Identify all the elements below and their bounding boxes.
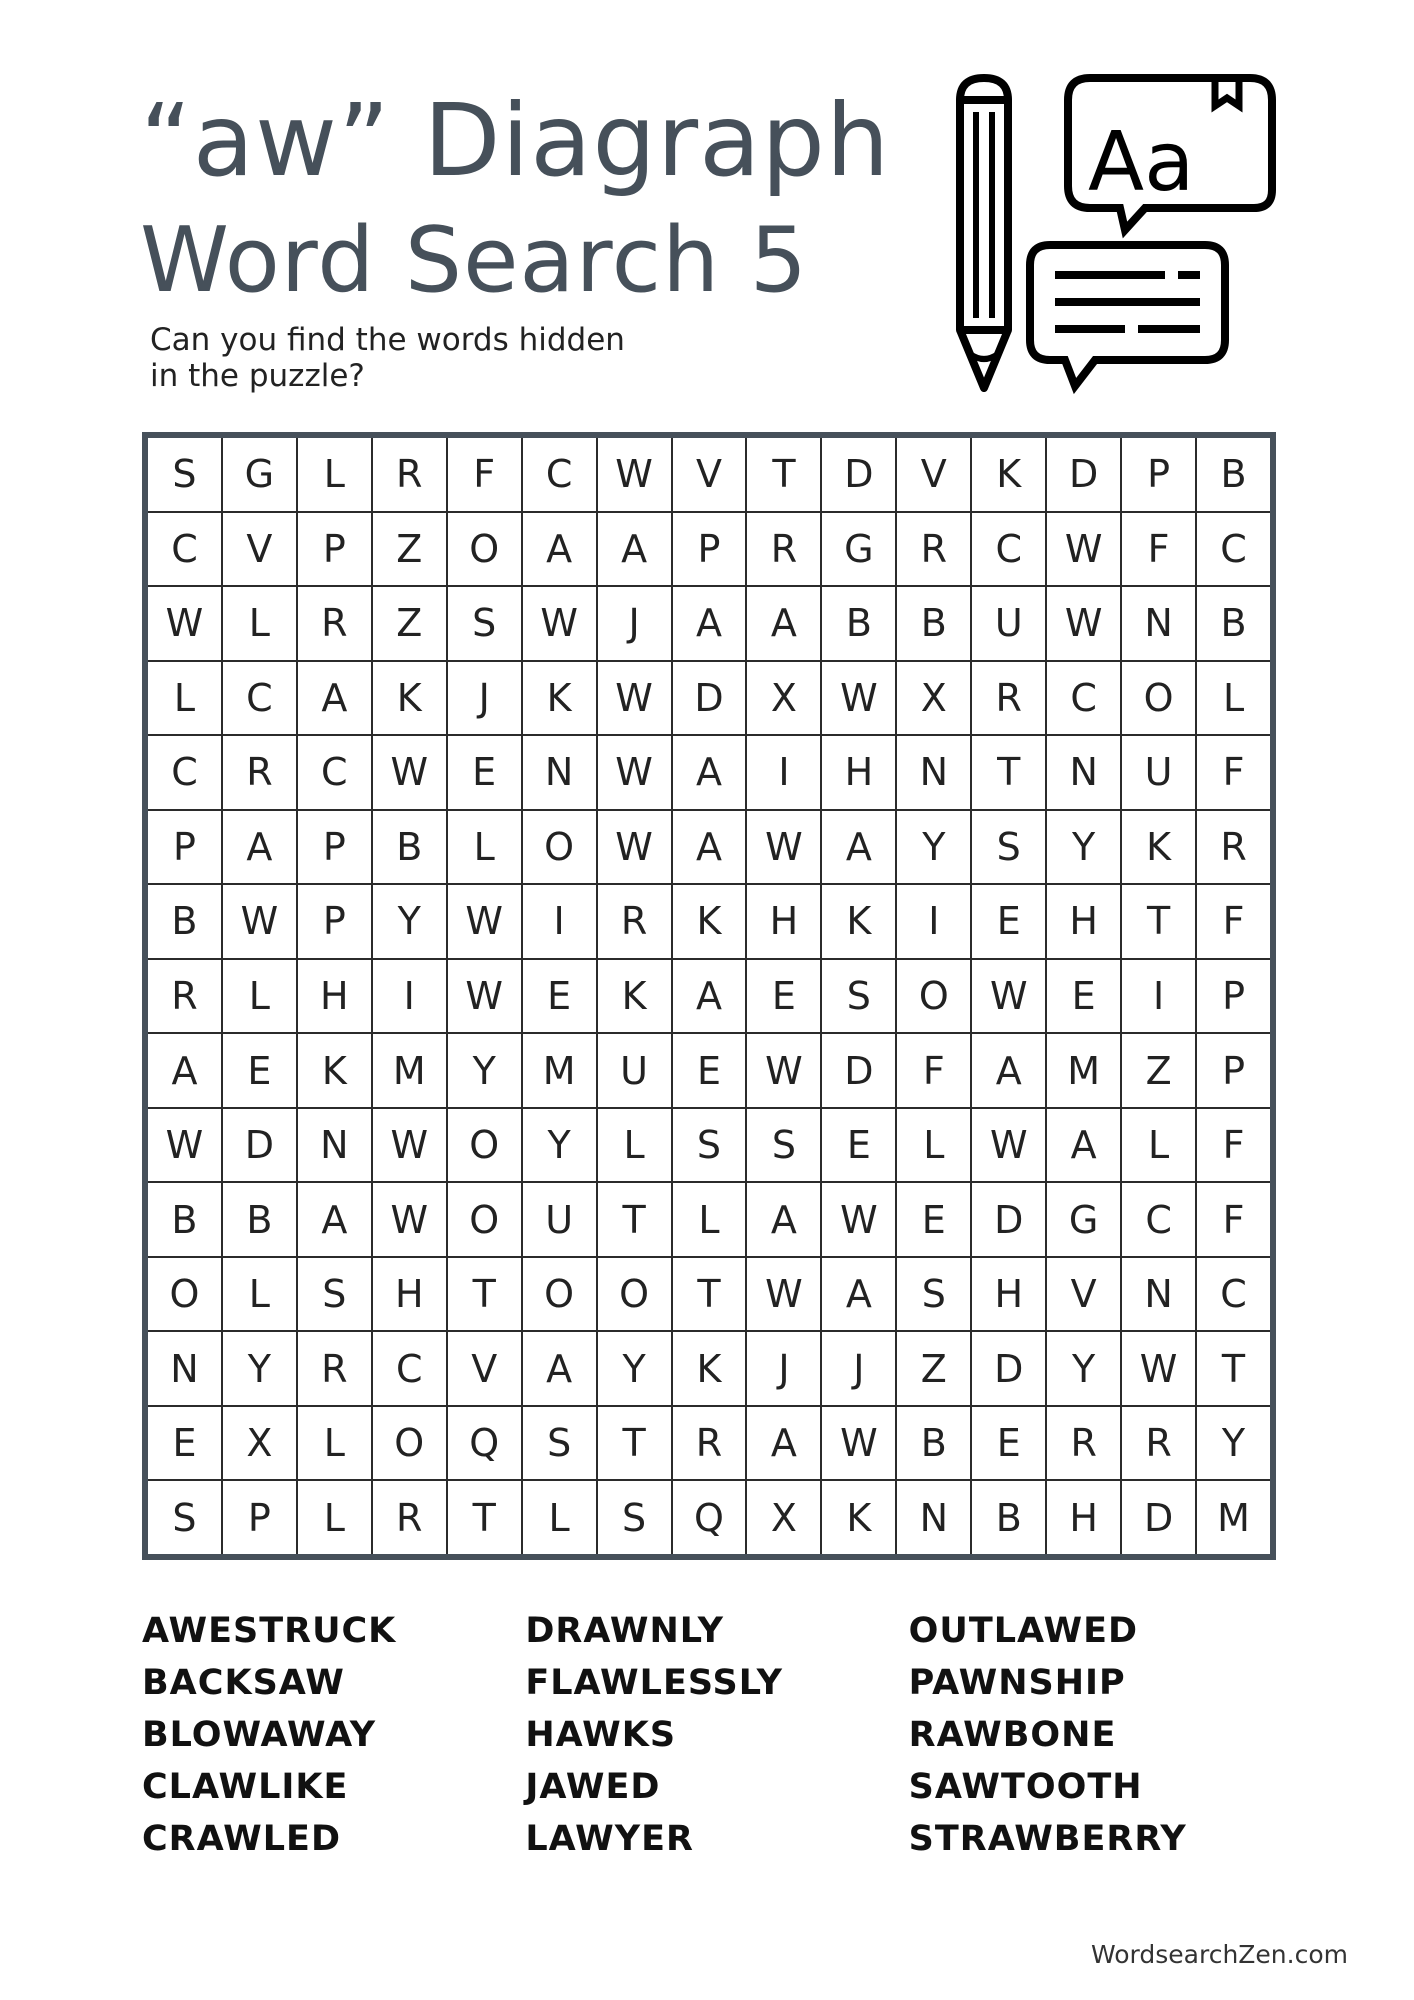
grid-cell: L — [298, 1481, 371, 1554]
grid-cell: G — [1047, 1183, 1120, 1256]
word-item: STRAWBERRY — [908, 1819, 1187, 1859]
grid-cell: C — [148, 513, 221, 586]
grid-cell: X — [747, 1481, 820, 1554]
grid-cell: R — [673, 1407, 746, 1480]
grid-cell: I — [747, 736, 820, 809]
grid-cell: A — [523, 1332, 596, 1405]
grid-cell: H — [822, 736, 895, 809]
grid-cell: S — [747, 1109, 820, 1182]
grid-cell: A — [747, 587, 820, 660]
grid-cell: O — [448, 1183, 521, 1256]
grid-cell: W — [598, 662, 671, 735]
dictionary-icon — [1068, 78, 1272, 230]
grid-cell: L — [148, 662, 221, 735]
word-item: BACKSAW — [142, 1663, 345, 1703]
header-icons — [950, 70, 1290, 400]
grid-cell: A — [673, 587, 746, 660]
grid-cell: F — [897, 1034, 970, 1107]
word-item: FLAWLESSLY — [525, 1663, 783, 1703]
grid-cell: V — [673, 438, 746, 511]
grid-cell: H — [1047, 1481, 1120, 1554]
grid-cell: D — [972, 1183, 1045, 1256]
grid-cell: V — [448, 1332, 521, 1405]
grid-cell: A — [822, 1258, 895, 1331]
grid-cell: D — [1047, 438, 1120, 511]
grid-cell: S — [972, 811, 1045, 884]
grid-cell: L — [1122, 1109, 1195, 1182]
grid-cell: A — [223, 811, 296, 884]
grid-cell: S — [598, 1481, 671, 1554]
word-item: BLOWAWAY — [142, 1715, 377, 1755]
grid-cell: Z — [897, 1332, 970, 1405]
grid-cell: L — [523, 1481, 596, 1554]
grid-cell: X — [747, 662, 820, 735]
grid-cell: E — [1047, 960, 1120, 1033]
grid-cell: W — [1122, 1332, 1195, 1405]
grid-cell: P — [1197, 1034, 1270, 1107]
grid-cell: O — [598, 1258, 671, 1331]
grid-cell: T — [673, 1258, 746, 1331]
grid-cell: W — [1047, 513, 1120, 586]
grid-cell: G — [223, 438, 296, 511]
word-column-2 — [525, 1605, 908, 1865]
grid-cell: D — [223, 1109, 296, 1182]
grid-cell: E — [448, 736, 521, 809]
grid-cell: T — [1122, 885, 1195, 958]
grid-cell: W — [448, 885, 521, 958]
word-list — [142, 1605, 1292, 1865]
grid-cell: E — [822, 1109, 895, 1182]
grid-cell: L — [1197, 662, 1270, 735]
grid-cell: O — [523, 1258, 596, 1331]
grid-cell: T — [448, 1481, 521, 1554]
grid-cell: Y — [897, 811, 970, 884]
grid-cell: B — [1197, 438, 1270, 511]
grid-cell: K — [972, 438, 1045, 511]
grid-cell: S — [523, 1407, 596, 1480]
grid-cell: E — [523, 960, 596, 1033]
grid-cell: Y — [373, 885, 446, 958]
grid-cell: W — [1047, 587, 1120, 660]
grid-cell: Y — [523, 1109, 596, 1182]
grid-cell: P — [148, 811, 221, 884]
grid-cell: C — [148, 736, 221, 809]
grid-cell: R — [747, 513, 820, 586]
grid-cell: R — [1197, 811, 1270, 884]
grid-cell: A — [148, 1034, 221, 1107]
grid-cell: L — [298, 438, 371, 511]
pencil-icon — [960, 78, 1008, 388]
grid-cell: W — [373, 1109, 446, 1182]
letter-grid — [148, 438, 1270, 1554]
grid-cell: B — [897, 587, 970, 660]
grid-cell: V — [1047, 1258, 1120, 1331]
grid-cell: V — [897, 438, 970, 511]
grid-cell: M — [1197, 1481, 1270, 1554]
grid-cell: Z — [373, 513, 446, 586]
grid-cell: O — [448, 513, 521, 586]
grid-cell: I — [1122, 960, 1195, 1033]
grid-cell: P — [1197, 960, 1270, 1033]
site-credit: WordsearchZen.com — [1091, 1940, 1348, 1969]
grid-cell: K — [598, 960, 671, 1033]
grid-cell: H — [1047, 885, 1120, 958]
grid-cell: O — [897, 960, 970, 1033]
grid-cell: B — [972, 1481, 1045, 1554]
grid-cell: S — [148, 1481, 221, 1554]
grid-cell: O — [373, 1407, 446, 1480]
grid-cell: L — [223, 1258, 296, 1331]
grid-cell: N — [1122, 1258, 1195, 1331]
word-item: HAWKS — [525, 1715, 677, 1755]
grid-cell: X — [897, 662, 970, 735]
grid-cell: D — [972, 1332, 1045, 1405]
grid-cell: A — [673, 960, 746, 1033]
grid-cell: M — [1047, 1034, 1120, 1107]
grid-cell: K — [373, 662, 446, 735]
grid-cell: E — [747, 960, 820, 1033]
grid-cell: E — [972, 1407, 1045, 1480]
grid-cell: W — [972, 960, 1045, 1033]
grid-cell: C — [298, 736, 371, 809]
grid-cell: N — [148, 1332, 221, 1405]
grid-cell: Q — [448, 1407, 521, 1480]
grid-cell: L — [673, 1183, 746, 1256]
grid-cell: L — [448, 811, 521, 884]
grid-cell: O — [523, 811, 596, 884]
grid-cell: W — [598, 811, 671, 884]
grid-cell: C — [223, 662, 296, 735]
grid-cell: Y — [1047, 811, 1120, 884]
grid-cell: A — [523, 513, 596, 586]
instructions — [150, 322, 710, 394]
grid-cell: S — [822, 960, 895, 1033]
grid-cell: U — [523, 1183, 596, 1256]
grid-cell: A — [673, 736, 746, 809]
word-search-grid — [142, 432, 1276, 1560]
grid-cell: W — [373, 1183, 446, 1256]
word-item: CRAWLED — [142, 1819, 342, 1859]
grid-cell: T — [598, 1183, 671, 1256]
grid-cell: W — [747, 1034, 820, 1107]
grid-cell: C — [373, 1332, 446, 1405]
grid-cell: N — [897, 1481, 970, 1554]
grid-cell: P — [298, 513, 371, 586]
grid-cell: W — [523, 587, 596, 660]
grid-cell: S — [148, 438, 221, 511]
grid-cell: P — [298, 885, 371, 958]
grid-cell: C — [1047, 662, 1120, 735]
grid-cell: K — [673, 1332, 746, 1405]
grid-cell: W — [223, 885, 296, 958]
grid-cell: B — [148, 1183, 221, 1256]
grid-cell: F — [1197, 1183, 1270, 1256]
grid-cell: J — [448, 662, 521, 735]
grid-cell: K — [822, 885, 895, 958]
grid-cell: I — [897, 885, 970, 958]
grid-cell: P — [298, 811, 371, 884]
grid-cell: Y — [598, 1332, 671, 1405]
grid-cell: M — [523, 1034, 596, 1107]
grid-cell: W — [598, 438, 671, 511]
grid-cell: Z — [1122, 1034, 1195, 1107]
grid-cell: C — [1197, 1258, 1270, 1331]
grid-cell: F — [1122, 513, 1195, 586]
grid-cell: A — [298, 1183, 371, 1256]
grid-cell: A — [747, 1407, 820, 1480]
grid-cell: L — [223, 960, 296, 1033]
title-line-1: “aw” Diagraph — [140, 82, 891, 199]
grid-cell: R — [598, 885, 671, 958]
grid-cell: R — [373, 438, 446, 511]
word-column-1 — [142, 1605, 525, 1865]
grid-cell: B — [822, 587, 895, 660]
grid-cell: E — [972, 885, 1045, 958]
grid-cell: S — [673, 1109, 746, 1182]
grid-cell: U — [598, 1034, 671, 1107]
grid-cell: W — [148, 587, 221, 660]
grid-cell: R — [298, 1332, 371, 1405]
grid-cell: R — [373, 1481, 446, 1554]
word-item: PAWNSHIP — [908, 1663, 1126, 1703]
grid-cell: F — [1197, 885, 1270, 958]
grid-cell: C — [972, 513, 1045, 586]
grid-cell: K — [673, 885, 746, 958]
grid-cell: L — [298, 1407, 371, 1480]
grid-cell: W — [747, 1258, 820, 1331]
grid-cell: P — [223, 1481, 296, 1554]
grid-cell: W — [972, 1109, 1045, 1182]
grid-cell: B — [897, 1407, 970, 1480]
grid-cell: C — [523, 438, 596, 511]
grid-cell: N — [298, 1109, 371, 1182]
grid-cell: S — [448, 587, 521, 660]
grid-cell: I — [373, 960, 446, 1033]
grid-cell: X — [223, 1407, 296, 1480]
grid-cell: V — [223, 513, 296, 586]
word-item: RAWBONE — [908, 1715, 1117, 1755]
grid-cell: W — [822, 662, 895, 735]
grid-cell: B — [148, 885, 221, 958]
grid-cell: D — [822, 1034, 895, 1107]
word-item: DRAWNLY — [525, 1611, 724, 1651]
grid-cell: B — [373, 811, 446, 884]
grid-cell: F — [1197, 736, 1270, 809]
grid-cell: Y — [1197, 1407, 1270, 1480]
grid-cell: L — [897, 1109, 970, 1182]
grid-cell: W — [822, 1183, 895, 1256]
grid-cell: W — [598, 736, 671, 809]
grid-cell: H — [373, 1258, 446, 1331]
grid-cell: C — [1197, 513, 1270, 586]
word-column-3 — [909, 1605, 1292, 1865]
grid-cell: K — [1122, 811, 1195, 884]
grid-cell: K — [822, 1481, 895, 1554]
grid-cell: M — [373, 1034, 446, 1107]
grid-cell: E — [148, 1407, 221, 1480]
grid-cell: S — [298, 1258, 371, 1331]
grid-cell: B — [223, 1183, 296, 1256]
word-item: OUTLAWED — [908, 1611, 1139, 1651]
svg-text:Aa: Aa — [1088, 115, 1195, 210]
grid-cell: N — [1122, 587, 1195, 660]
grid-cell: L — [598, 1109, 671, 1182]
grid-cell: R — [223, 736, 296, 809]
grid-cell: T — [448, 1258, 521, 1331]
grid-cell: A — [1047, 1109, 1120, 1182]
grid-cell: S — [897, 1258, 970, 1331]
grid-cell: L — [223, 587, 296, 660]
grid-cell: E — [673, 1034, 746, 1107]
grid-cell: N — [1047, 736, 1120, 809]
grid-cell: A — [298, 662, 371, 735]
grid-cell: D — [822, 438, 895, 511]
grid-cell: H — [298, 960, 371, 1033]
grid-cell: H — [747, 885, 820, 958]
grid-cell: O — [1122, 662, 1195, 735]
grid-cell: R — [1122, 1407, 1195, 1480]
grid-cell: Z — [373, 587, 446, 660]
grid-cell: F — [448, 438, 521, 511]
grid-cell: P — [673, 513, 746, 586]
grid-cell: R — [1047, 1407, 1120, 1480]
instructions-line-1: Can you find the words hidden — [150, 322, 625, 358]
grid-cell: J — [822, 1332, 895, 1405]
text-chat-icon — [1030, 245, 1225, 386]
grid-cell: W — [148, 1109, 221, 1182]
grid-cell: T — [1197, 1332, 1270, 1405]
title-line-2: Word Search 5 — [140, 208, 809, 313]
grid-cell: D — [673, 662, 746, 735]
grid-cell: K — [523, 662, 596, 735]
word-item: AWESTRUCK — [142, 1611, 397, 1651]
grid-cell: A — [673, 811, 746, 884]
grid-cell: D — [1122, 1481, 1195, 1554]
word-item: JAWED — [525, 1767, 661, 1807]
grid-cell: O — [148, 1258, 221, 1331]
grid-cell: U — [972, 587, 1045, 660]
grid-cell: P — [1122, 438, 1195, 511]
grid-cell: H — [972, 1258, 1045, 1331]
grid-cell: J — [747, 1332, 820, 1405]
grid-cell: C — [1122, 1183, 1195, 1256]
word-item: SAWTOOTH — [908, 1767, 1143, 1807]
grid-cell: A — [972, 1034, 1045, 1107]
grid-cell: Y — [223, 1332, 296, 1405]
grid-cell: Q — [673, 1481, 746, 1554]
grid-cell: R — [972, 662, 1045, 735]
grid-cell: K — [298, 1034, 371, 1107]
instructions-line-2: in the puzzle? — [150, 358, 365, 394]
grid-cell: J — [598, 587, 671, 660]
grid-cell: W — [747, 811, 820, 884]
grid-cell: Y — [1047, 1332, 1120, 1405]
grid-cell: R — [897, 513, 970, 586]
grid-cell: T — [747, 438, 820, 511]
grid-cell: A — [747, 1183, 820, 1256]
grid-cell: T — [972, 736, 1045, 809]
grid-cell: T — [598, 1407, 671, 1480]
grid-cell: N — [897, 736, 970, 809]
grid-cell: E — [897, 1183, 970, 1256]
grid-cell: A — [598, 513, 671, 586]
word-item: LAWYER — [525, 1819, 694, 1859]
grid-cell: R — [298, 587, 371, 660]
grid-cell: W — [373, 736, 446, 809]
grid-cell: Y — [448, 1034, 521, 1107]
grid-cell: I — [523, 885, 596, 958]
grid-cell: O — [448, 1109, 521, 1182]
grid-cell: E — [223, 1034, 296, 1107]
word-item: CLAWLIKE — [142, 1767, 349, 1807]
grid-cell: R — [148, 960, 221, 1033]
grid-cell: G — [822, 513, 895, 586]
grid-cell: U — [1122, 736, 1195, 809]
grid-cell: F — [1197, 1109, 1270, 1182]
grid-cell: N — [523, 736, 596, 809]
grid-cell: W — [822, 1407, 895, 1480]
grid-cell: W — [448, 960, 521, 1033]
grid-cell: A — [822, 811, 895, 884]
grid-cell: B — [1197, 587, 1270, 660]
